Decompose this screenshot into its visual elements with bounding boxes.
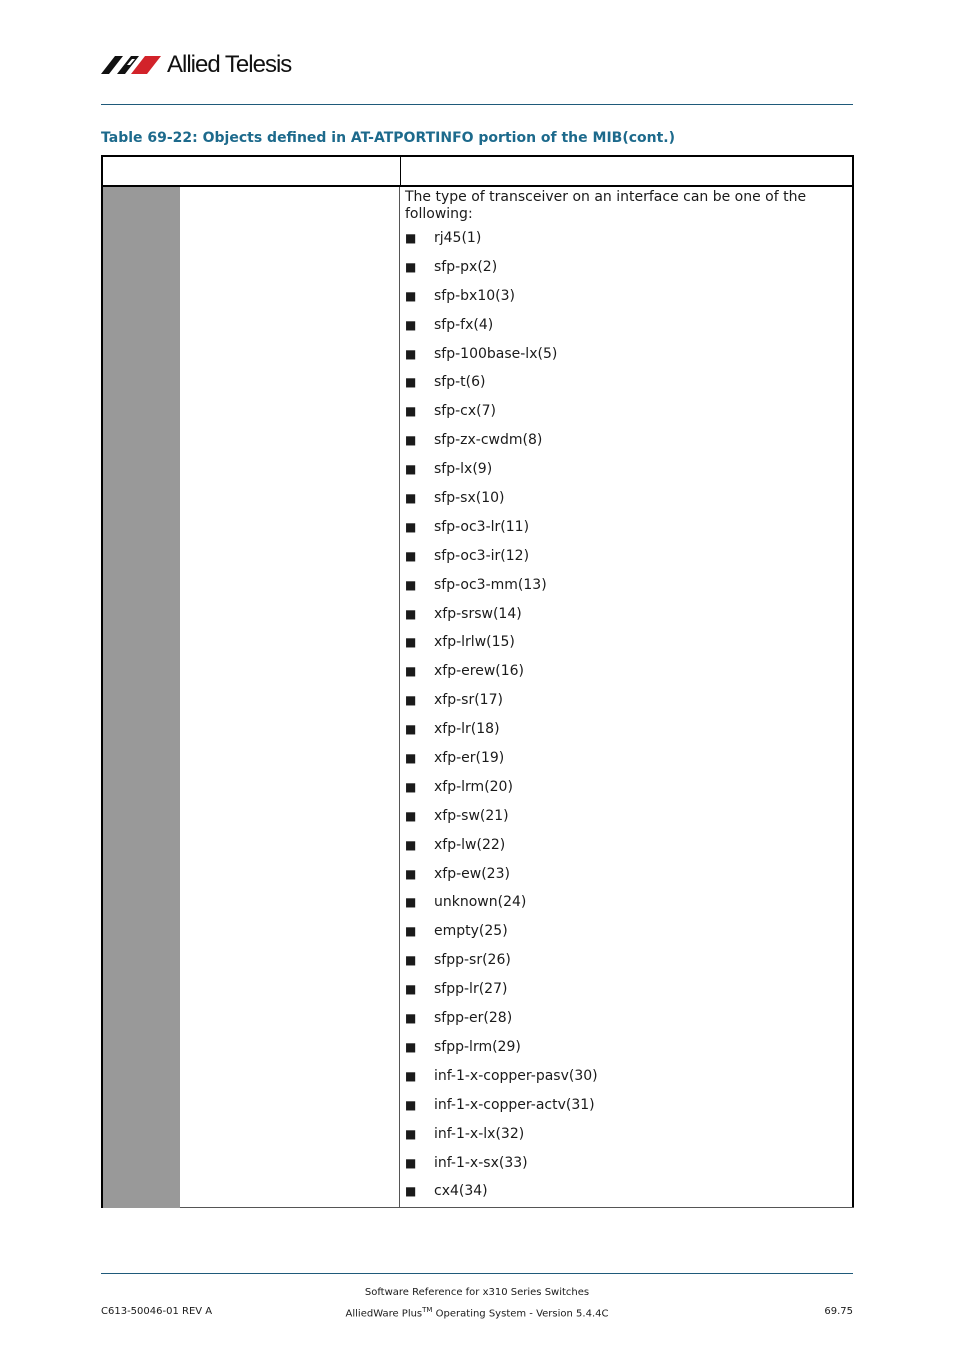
- bullet-icon: ■: [405, 259, 417, 274]
- bullet-icon: ■: [405, 866, 417, 881]
- bullet-icon: ■: [405, 982, 417, 997]
- bullet-icon: ■: [405, 953, 417, 968]
- table-left-border: [101, 187, 103, 1208]
- list-item: [405, 374, 845, 403]
- list-item-label: sfp-oc3-ir(12): [434, 547, 530, 564]
- description-intro: The type of transceiver on an interface can be one of the following:: [405, 189, 807, 222]
- header-divider: [101, 104, 853, 105]
- footer-divider: [101, 1273, 853, 1274]
- list-item-label: sfpp-sr(26): [434, 952, 511, 969]
- bullet-icon: ■: [405, 1011, 417, 1026]
- list-item-label: inf-1-x-copper-actv(31): [434, 1096, 595, 1113]
- bullet-icon: ■: [405, 1039, 417, 1054]
- list-item-label: xfp-srsw(14): [434, 605, 522, 622]
- list-item: [405, 1010, 845, 1039]
- list-item-label: sfp-px(2): [434, 258, 498, 275]
- list-item-label: sfp-bx10(3): [434, 287, 515, 304]
- list-item-label: xfp-lrlw(15): [434, 634, 515, 651]
- bullet-icon: ■: [405, 1068, 417, 1083]
- bullet-icon: ■: [405, 577, 417, 592]
- list-item: [405, 461, 845, 490]
- bullet-icon: ■: [405, 693, 417, 708]
- table-header-row: [101, 155, 854, 187]
- list-item: [405, 230, 845, 259]
- bullet-icon: ■: [405, 635, 417, 650]
- list-item-label: rj45(1): [434, 230, 482, 246]
- list-item: [405, 1097, 845, 1126]
- bullet-icon: ■: [405, 751, 417, 766]
- allied-telesis-logo: [101, 52, 291, 78]
- bullet-icon: ■: [405, 404, 417, 419]
- list-item-label: sfp-lx(9): [434, 461, 493, 478]
- list-item: [405, 923, 845, 952]
- logo-mark-icon: [101, 54, 163, 76]
- footer-os-prefix: AlliedWare Plus: [345, 1308, 423, 1320]
- list-item-label: xfp-lrm(20): [434, 778, 513, 795]
- shaded-object-cell: [101, 187, 180, 1208]
- list-item: [405, 432, 845, 461]
- list-item-label: sfp-100base-lx(5): [434, 345, 558, 362]
- logo-text: Allied Telesis: [167, 51, 292, 78]
- bullet-icon: ■: [405, 462, 417, 477]
- list-item: [405, 634, 845, 663]
- bullet-icon: ■: [405, 317, 417, 332]
- list-item-label: sfpp-lrm(29): [434, 1038, 521, 1055]
- table-caption: Table 69-22: Objects defined in AT-ATPORTINFO portion of the MIB(cont.): [101, 130, 676, 146]
- bullet-icon: ■: [405, 1155, 417, 1170]
- list-item-label: inf-1-x-copper-pasv(30): [434, 1067, 598, 1084]
- list-item: [405, 519, 845, 548]
- list-item-label: xfp-sw(21): [434, 807, 509, 824]
- bullet-icon: ■: [405, 606, 417, 621]
- list-item-label: xfp-er(19): [434, 750, 505, 767]
- list-item: [405, 317, 845, 346]
- list-item-label: sfp-cx(7): [434, 403, 496, 420]
- bullet-icon: ■: [405, 491, 417, 506]
- bullet-icon: ■: [405, 1126, 417, 1141]
- bullet-icon: ■: [405, 895, 417, 910]
- list-item: [405, 808, 845, 837]
- list-item: [405, 750, 845, 779]
- list-item: [405, 490, 845, 519]
- bullet-icon: ■: [405, 346, 417, 361]
- list-item: [405, 1039, 845, 1068]
- list-item: [405, 692, 845, 721]
- list-item: [405, 403, 845, 432]
- list-item-label: sfp-fx(4): [434, 316, 494, 333]
- bullet-icon: ■: [405, 924, 417, 939]
- table-right-border: [852, 187, 854, 1208]
- list-item-label: sfp-oc3-lr(11): [434, 518, 530, 535]
- list-item: [405, 837, 845, 866]
- list-item: [405, 721, 845, 750]
- bullet-icon: ■: [405, 808, 417, 823]
- list-item-label: sfp-t(6): [434, 374, 486, 391]
- list-item: [405, 1155, 845, 1184]
- footer-title: Software Reference for x310 Series Switches: [364, 1287, 590, 1298]
- list-item-label: sfpp-lr(27): [434, 981, 508, 998]
- mib-objects-table: [101, 155, 854, 1208]
- header-column-separator: [400, 157, 401, 185]
- bullet-icon: ■: [405, 837, 417, 852]
- list-item: [405, 981, 845, 1010]
- footer-page-number: 69.75: [824, 1306, 853, 1317]
- list-item: [405, 952, 845, 981]
- bullet-icon: ■: [405, 519, 417, 534]
- footer-doc-id: C613-50046-01 REV A: [101, 1306, 213, 1317]
- bullet-icon: ■: [405, 231, 417, 245]
- transceiver-type-list: [405, 230, 845, 1212]
- bullet-icon: ■: [405, 433, 417, 448]
- list-item-label: empty(25): [434, 923, 508, 940]
- footer-os-suffix: Operating System - Version 5.4.4C: [432, 1308, 609, 1320]
- list-item-label: sfp-zx-cwdm(8): [434, 432, 543, 449]
- bullet-icon: ■: [405, 548, 417, 563]
- list-item: [405, 606, 845, 635]
- list-item: [405, 1068, 845, 1097]
- list-item-label: inf-1-x-sx(33): [434, 1154, 528, 1171]
- description-cell: [405, 189, 845, 1212]
- list-item: [405, 577, 845, 606]
- list-item-label: sfp-oc3-mm(13): [434, 576, 547, 593]
- list-item: [405, 346, 845, 375]
- list-item-label: xfp-erew(16): [434, 663, 525, 680]
- list-item-label: sfpp-er(28): [434, 1010, 513, 1027]
- list-item: [405, 259, 845, 288]
- footer-trademark: TM: [422, 1306, 433, 1314]
- list-item: [405, 548, 845, 577]
- footer-os-version: [0, 1306, 954, 1319]
- bullet-icon: ■: [405, 664, 417, 679]
- list-item: [405, 779, 845, 808]
- list-item-label: sfp-sx(10): [434, 490, 505, 507]
- list-item: [405, 1126, 845, 1155]
- list-item-label: cx4(34): [434, 1183, 488, 1200]
- bullet-icon: ■: [405, 722, 417, 737]
- bullet-icon: ■: [405, 1184, 417, 1199]
- list-item: [405, 866, 845, 895]
- list-item-label: xfp-lr(18): [434, 721, 500, 738]
- list-item-label: xfp-sr(17): [434, 692, 503, 709]
- list-item: [405, 288, 845, 317]
- bullet-icon: ■: [405, 288, 417, 303]
- bullet-icon: ■: [405, 779, 417, 794]
- bullet-icon: ■: [405, 1097, 417, 1112]
- list-item: [405, 1183, 845, 1212]
- list-item-label: xfp-ew(23): [434, 865, 510, 882]
- list-item: [405, 663, 845, 692]
- bullet-icon: ■: [405, 375, 417, 390]
- list-item-label: xfp-lw(22): [434, 836, 506, 853]
- object-name-cell: [180, 187, 400, 1208]
- list-item: [405, 894, 845, 923]
- list-item-label: inf-1-x-lx(32): [434, 1125, 525, 1142]
- list-item-label: unknown(24): [434, 894, 527, 911]
